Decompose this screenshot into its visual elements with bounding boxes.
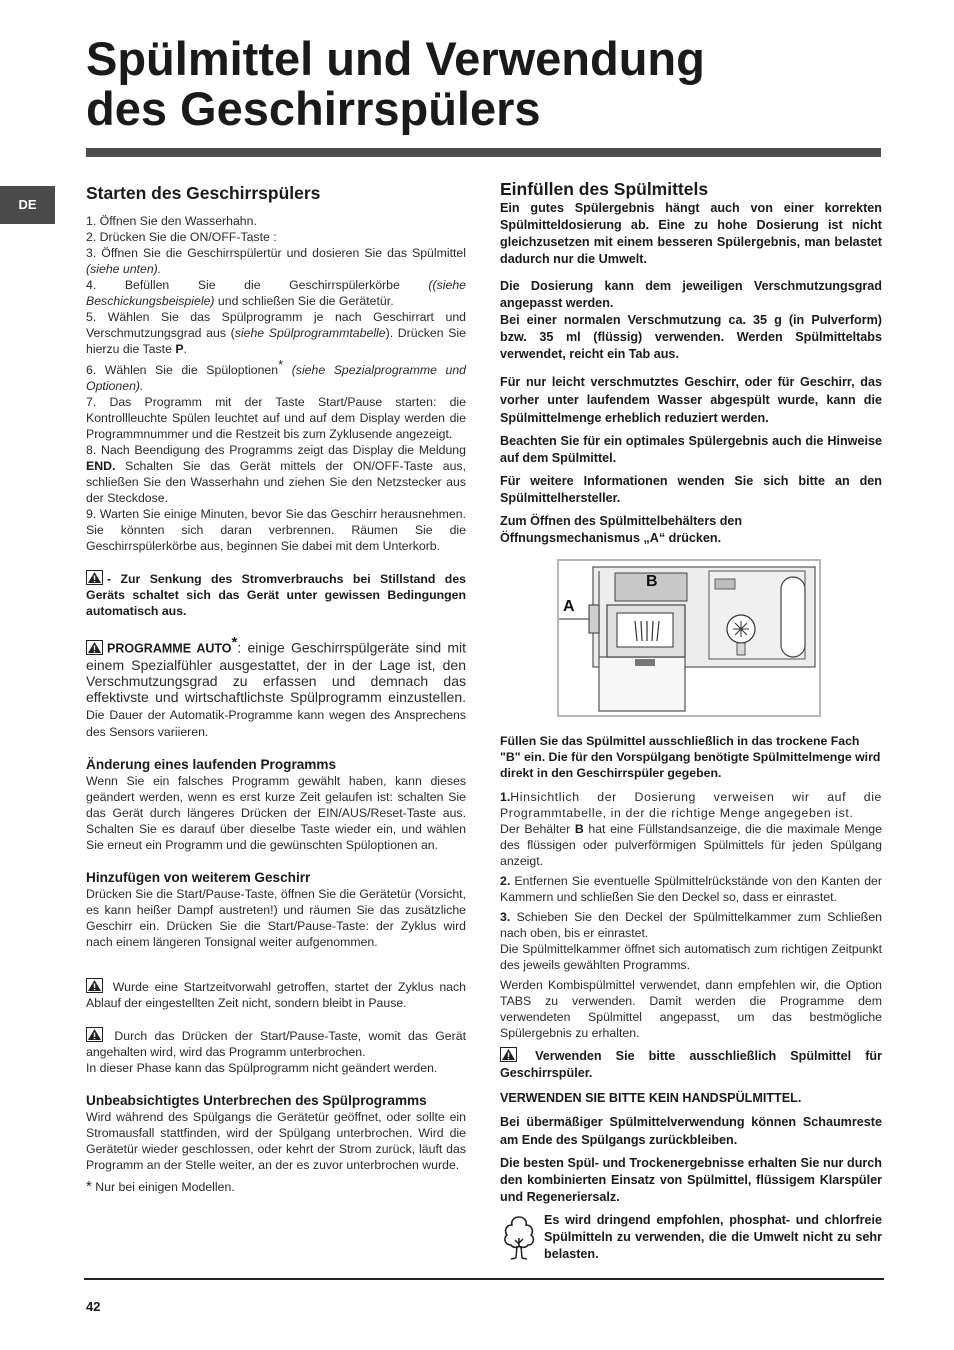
dosage-light: Für nur leicht verschmutztes Geschirr, oder für Geschirr, das vorher unter laufendem Wasser abgespült wurde, kann die Spülmittelmenge erheblich reduziert werden.	[500, 375, 882, 425]
step-8	[86, 442, 466, 506]
step-6-ref: (siehe Spezialprogramme und Optionen).	[86, 363, 466, 394]
step-8-text-end: Schalten Sie das Gerät mittels der ON/OFF-Taste aus, schließen Sie den Wasserhahn und ziehen Sie den Netzstecker aus der Steckdose.	[86, 459, 466, 506]
footnote-marker: *	[86, 1177, 92, 1195]
note-standby-text: - Zur Senkung des Stromverbrauchs bei Stillstand des Geräts schaltet sich das Gerät unter gewissen Bedingungen automatisch aus.	[86, 572, 466, 619]
step-4-text: 4. Befüllen Sie die Geschirrspülerkörbe	[86, 278, 429, 292]
footnote-text: Nur bei einigen Modellen.	[91, 1179, 235, 1194]
note-delay-text: Wurde eine Startzeitvorwahl getroffen, startet der Zyklus nach Ablauf der eingestellten Zeit nicht, sondern bleibt in Pause.	[86, 979, 466, 1010]
note-delay	[86, 978, 466, 1011]
instruction-1-letter-b: B	[574, 822, 584, 836]
step-8-text: 8. Nach Beendigung des Programms zeigt das Display die Meldung	[86, 443, 466, 458]
warning-icon	[86, 1027, 103, 1042]
heading-change-program: Änderung eines laufenden Programms	[86, 756, 337, 772]
foam-warning: Bei übermäßiger Spülmittelverwendung können Schaumreste am Ende des Spülgangs zurückbleiben.	[500, 1115, 882, 1147]
instruction-1-number: 1.	[500, 790, 511, 804]
footnote-star: *	[278, 357, 284, 372]
footnote	[86, 1179, 466, 1195]
auto-program-label: PROGRAMME AUTO	[107, 641, 232, 656]
label-b: B	[646, 573, 658, 590]
interrupt-text: Wird während des Spülgangs die Gerätetür geöffnet, oder sollte ein Stromausfall stattfinden, wird der Spülgang unterbrochen. Wird die Gerätetür wieder geschlossen, oder kehrt der Strom zurück, läuft das Programm an der Stelle weiter, an der es zuvor unterbrochen wurde.	[86, 1109, 466, 1172]
step-5-text-mid: ). Drücken Sie hierzu die Taste	[86, 326, 466, 356]
note-standby	[86, 570, 466, 619]
dosage-hints: Beachten Sie für ein optimales Spülergebnis auch die Hinweise auf dem Spülmittel.	[500, 434, 882, 465]
step-6	[86, 357, 466, 394]
warning-dishwasher-only-text: Verwenden Sie bitte ausschließlich Spülmittel für Geschirrspüler.	[500, 1049, 882, 1080]
dispenser-illustration	[557, 559, 821, 717]
dosage-adapt: Die Dosierung kann dem jeweiligen Verschmutzungsgrad angepasst werden.	[500, 279, 882, 310]
instruction-1-indicator-text: Der Behälter	[500, 822, 575, 836]
eco-text: Es wird dringend empfohlen, phosphat- und chlorfreie Spülmitteln zu verwenden, die die Umwelt nicht zu sehr belasten.	[544, 1213, 882, 1261]
change-program-text: Wenn Sie ein falsches Programm gewählt haben, kann dieses geändert werden, wenn es erst kurze Zeit gelaufen ist: schalten Sie das Gerät durch längeres Drücken der EIN/AUS/Reset-Taste aus. Schalten Sie es darauf über dieselbe Taste wieder ein, und wählen Sie erneut ein Programm und die gewünschten Spüloptionen an.	[86, 773, 466, 852]
eco-note	[500, 1212, 882, 1263]
step-5	[86, 309, 466, 357]
step-9: 9. Warten Sie einige Minuten, bevor Sie das Geschirr herausnehmen. Sie könnten sich daran verbrennen. Räumen Sie die Geschirrspülerkörbe aus, beginnen Sie dabei mit dem Unterkorb.	[86, 507, 466, 554]
step-3-ref: (siehe unten).	[86, 262, 162, 276]
instruction-3	[500, 909, 882, 941]
section-heading-detergent: Einfüllen des Spülmittels	[500, 179, 709, 199]
dispenser-drawing	[559, 561, 819, 715]
step-3	[86, 245, 466, 277]
step-4	[86, 277, 466, 309]
combi-detergent: Werden Kombispülmittel verwendet, dann empfehlen wir, die Option TABS zu verwenden. Damit werden die Programme dem verwendeten Spülmittel angepasst, um das bestmögliche Spülergebnis zu erhalten.	[500, 978, 882, 1040]
step-4-ref: ((siehe Beschickungsbeispiele)	[86, 278, 466, 308]
step-3-text: 3. Öffnen Sie die Geschirrspülertür und dosieren Sie das Spülmittel	[86, 246, 466, 260]
right-column	[500, 178, 882, 1263]
instruction-1-indicator	[500, 821, 882, 869]
note-pause	[86, 1027, 466, 1060]
add-dishes-text: Drücken Sie die Start/Pause-Taste, öffnen Sie die Gerätetür (Vorsicht, es kann heißer Dampf austreten!) und räumen Sie das zusätzliche Geschirr ein. Drücken Sie die Start/Pause-Taste: der Zyklus wird nach einem längeren Tonsignal weiter aufgenommen.	[86, 886, 466, 949]
page-title-line2: des Geschirrspülers	[86, 82, 541, 135]
step-5-ref: siehe Spülprogrammtabelle	[234, 326, 386, 340]
warning-icon	[86, 570, 103, 585]
page-title-line1: Spülmittel und Verwendung	[86, 32, 705, 85]
step-5-key: P	[175, 342, 184, 356]
warning-icon	[86, 978, 103, 993]
instruction-2-number: 2.	[500, 874, 511, 888]
step-2: 2. Drücken Sie die ON/OFF-Taste :	[86, 230, 277, 244]
warning-icon	[500, 1047, 517, 1062]
auto-program-text: : einige Geschirrspülgeräte sind mit einem Spezialfühler ausgestattet, der in der Lage ist, den Verschmutzungsgrad zu erfassen und demnach das effektivste und wirtschaftlichste Spülprogramm einzustellen.	[86, 639, 466, 705]
step-5-end: .	[183, 342, 187, 356]
warning-icon	[86, 640, 103, 655]
step-8-end-label: END.	[86, 459, 116, 474]
dosage-normal: Bei einer normalen Verschmutzung ca. 35 g (in Pulverform) bzw. 35 ml (flüssig) verwenden. Werden Spülmitteltabs verwendet, reicht ein Tab aus.	[500, 313, 882, 361]
page-number: 42	[86, 1299, 101, 1314]
detergent-intro: Ein gutes Spülergebnis hängt auch von einer korrekten Spülmitteldosierung ab. Eine zu hohe Dosierung ist nicht gleichzusetzen mit einem besseren Spülergebnis, man belastet dadurch nur die Umwelt.	[500, 201, 882, 266]
instruction-1	[500, 789, 882, 821]
step-1: 1. Öffnen Sie den Wasserhahn.	[86, 214, 257, 228]
dosage-manufacturer: Für weitere Informationen wenden Sie sich bitte an den Spülmittelhersteller.	[500, 474, 882, 505]
instruction-3-auto-open: Die Spülmittelkammer öffnet sich automatisch zum richtigen Zeitpunkt des jeweils gewählten Programms.	[500, 942, 882, 972]
step-5-text: 5. Wählen Sie das Spülprogramm je nach Geschirrart und Verschmutzungsgrad aus (	[86, 310, 466, 340]
instruction-1-text: Hinsichtlich der Dosierung verweisen wir auf die Programmtabelle, in der die richtige Menge angegeben ist.	[500, 790, 882, 820]
step-4-text-end: und schließen Sie die Gerätetür.	[214, 294, 394, 308]
instruction-3-text: Schieben Sie den Deckel der Spülmittelkammer zum Schließen nach oben, bis er einrastet.	[500, 910, 882, 940]
section-heading-start: Starten des Geschirrspülers	[86, 183, 321, 203]
tree-icon	[500, 1214, 538, 1260]
warning-dishwasher-only	[500, 1047, 882, 1082]
left-column	[86, 178, 466, 1195]
best-results: Die besten Spül- und Trockenergebnisse erhalten Sie nur durch den kombinierten Einsatz von Spülmittel, flüssigem Klarspüler und Regeneriersalz.	[500, 1156, 882, 1204]
title-rule	[86, 148, 881, 157]
step-7: 7. Das Programm mit der Taste Start/Pause starten: die Kontrollleuchte Spülen leuchtet auf und auf dem Display werden die Programmnummer und die Restzeit bis zum Zyklusende angezeigt.	[86, 395, 466, 442]
auto-program-star: *	[231, 634, 238, 652]
heading-add-dishes: Hinzufügen von weiterem Geschirr	[86, 869, 311, 885]
step-6-text: 6. Wählen Sie die Spüloptionen	[86, 363, 279, 378]
note-pause-text: Durch das Drücken der Start/Pause-Taste, womit das Gerät angehalten wird, wird das Programm unterbrochen.	[86, 1028, 466, 1059]
auto-program-text-2: Die Dauer der Automatik-Programme kann wegen des Ansprechens des Sensors variieren.	[86, 707, 466, 739]
no-hand-detergent: VERWENDEN SIE BITTE KEIN HANDSPÜLMITTEL.	[500, 1091, 802, 1105]
auto-program-note	[86, 635, 466, 740]
instruction-3-number: 3.	[500, 910, 511, 924]
heading-interrupt: Unbeabsichtigtes Unterbrechen des Spülprogramms	[86, 1092, 427, 1108]
footer-rule	[84, 1278, 884, 1280]
instruction-2-text: Entfernen Sie eventuelle Spülmittelrückstände von den Kanten der Kammern und schließen Sie den Deckel so, dass er einrastet.	[500, 874, 882, 904]
instruction-2	[500, 873, 882, 905]
fill-compartment-b: Füllen Sie das Spülmittel ausschließlich in das trockene Fach "B" ein. Die für den Vorspülgang benötigte Spülmittelmenge wird direkt in den Geschirrspüler gegeben.	[500, 734, 881, 780]
open-dispenser: Zum Öffnen des Spülmittelbehälters den Öffnungsmechanismus „A“ drücken.	[500, 514, 743, 545]
instruction-1-indicator-end: hat eine Füllstandsanzeige, die die maximale Menge des flüssigen oder pulverförmigen Spülmittels für jeden Spülgang anzeigt.	[500, 822, 882, 868]
language-tab: DE	[0, 186, 55, 224]
note-pause-text-2: In dieser Phase kann das Spülprogramm nicht geändert werden.	[86, 1060, 438, 1075]
page-title	[86, 34, 886, 134]
label-a: A	[563, 598, 575, 615]
